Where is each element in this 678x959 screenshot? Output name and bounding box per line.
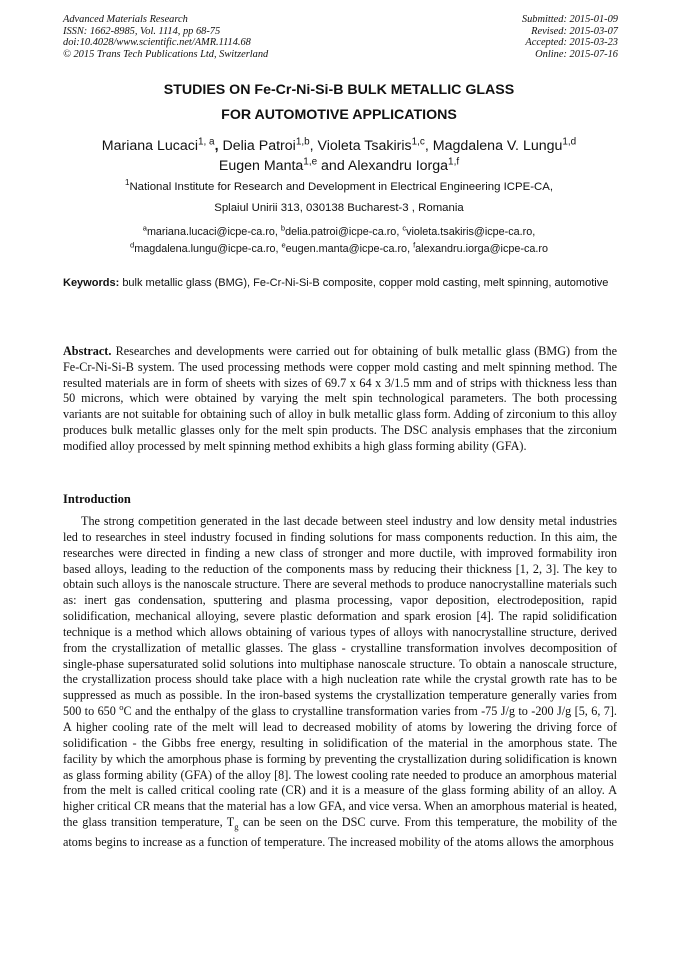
- email-mark: f: [413, 240, 416, 250]
- email-list: [40, 224, 638, 258]
- author-separator: ,: [214, 138, 223, 154]
- author-affiliation-mark: 1,e: [303, 156, 318, 168]
- email-address: mariana.lucaci@icpe-ca.ro: [146, 226, 275, 238]
- keywords-label: Keywords:: [63, 277, 120, 289]
- author-affiliation-mark: 1,d: [562, 136, 577, 148]
- accepted-date: Accepted: 2015-03-23: [525, 37, 618, 49]
- author-name: Violeta Tsakiris: [317, 138, 412, 154]
- journal-doi: doi:10.4028/www.scientific.net/AMR.1114.68: [63, 37, 251, 49]
- author-separator: ,: [424, 138, 433, 154]
- section-heading-introduction: Introduction: [63, 492, 131, 506]
- email-mark: b: [280, 223, 286, 233]
- email-mark: a: [142, 223, 147, 233]
- author-affiliation-mark: 1, a: [198, 136, 215, 148]
- affiliation-institution: National Institute for Research and Development in Electrical Engineering ICPE-CA,: [129, 181, 553, 193]
- author-affiliation-mark: 1,b: [295, 136, 310, 148]
- author-separator: ,: [309, 138, 318, 154]
- submission-dates: [522, 14, 618, 60]
- affiliation-address: Splaiul Unirii 313, 030138 Bucharest-3 , Romania: [214, 202, 464, 214]
- abstract-text: Researches and developments were carried out for obtaining of bulk metallic glass (BMG) from the Fe-Cr-Ni-Si-B system. The used processing methods were copper mold casting and melt spinning method. The resulted materials are in form of sheets with sizes of 69.7 x 64 x 3/1.5 mm and of strips with thickness less than 50 microns, which were obtained by varying the melt spin technological parameters. The both processing variants are not suitable for obtaining such of alloy in bulk metallic glass form. Adding of zirconium to this alloy produces bulk metallic glasses only for the melt spin products. The DSC analysis emphases that the zirconium modified alloy processed by melt spinning method exhibits a high glass forming ability (GFA).: [63, 344, 618, 453]
- email-mark: c: [402, 223, 407, 233]
- email-mark: e: [281, 240, 286, 250]
- paragraph-text: C and the enthalpy of the glass to crystalline transformation varies from -75 J/g to -200 J/g [5, 6, 7]. A higher cooling rate of the melt will lead to decreased mobility of atoms by lowering the driving force of solidification - the Gibbs free energy, resulting in solidification of the material in the amorphous state. The facility by which the amorphous phase is forming by preventing the crystallization during solidification is known as glass forming ability (GFA) of the alloy [8]. The lowest cooling rate needed to produce an amorphous material from the melt is called critical cooling rate (CR) and it is a measure of the glass forming ability of an alloy. A higher critical CR means that the material has a low GFA, and vice versa. When an amorphous material is heated, the glass transition temperature, T: [63, 704, 617, 830]
- author-name: Mariana Lucaci: [101, 138, 199, 154]
- paragraph-text: The strong competition generated in the last decade between steel industry and low density metal industries led to researches in steel industry focused in finding solutions for mass components reduction. In this aim, the researches were directed in finding a new class of stronger and more ductile, with improved formability iron based alloys, leading to the reduction of the components mass by reducing their thickness [1, 2, 3]. The key to obtain such alloys is the nanoscale structure. There are several methods to produce nanocrystalline materials such as: inert gas condensation, sputtering and plasma processing, vapor deposition, electrodeposition, rapid solidification, mechanical alloying, severe plastic deformation and spark erosion [4]. The rapid solidification technique is a method which allows obtaining of various types of alloys with nanocrystalline structure, derived from the crystallization of metallic glasses. The glass - crystalline transformation involves decomposition of single-phase supersaturated solid solutions into multiphase nanoscale structure. To obtain a nanoscale structure, the crystallization process should take place with a high nucleation rate while the crystal growth rate has to be suppressed as much as possible. In the iron-based systems the crystallization temperature generally varies from 500 to 650: [63, 514, 617, 719]
- author-affiliation-mark: 1,c: [411, 136, 425, 148]
- subscript-g: g: [234, 821, 239, 832]
- author-name: Alexandru Iorga: [347, 158, 449, 174]
- degree-mark: o: [119, 702, 124, 713]
- affiliation: [40, 178, 638, 214]
- email-line-1: $^a$mariana.lucaci@icpe-ca.ro, $^b$delia.patroi@icpe-ca.ro, $^c$violeta.tsakiris@icpe-ca.ro,: [142, 223, 536, 238]
- journal-name: Advanced Materials Research: [63, 14, 188, 25]
- journal-issn: ISSN: 1662-8985, Vol. 1114, pp 68-75: [63, 25, 221, 37]
- introduction-paragraph: [63, 514, 617, 851]
- author-name: Delia Patroi: [222, 138, 296, 154]
- abstract-label: Abstract.: [63, 344, 112, 358]
- paper-title-line-2: FOR AUTOMOTIVE APPLICATIONS: [221, 107, 457, 123]
- author-separator: and: [317, 158, 348, 174]
- email-address: eugen.manta@icpe-ca.ro: [285, 243, 408, 255]
- email-address: alexandru.iorga@icpe-ca.ro: [415, 243, 548, 255]
- online-date: Online: 2015-07-16: [535, 48, 618, 60]
- author-name: Eugen Manta: [218, 158, 304, 174]
- email-address: delia.patroi@icpe-ca.ro: [285, 226, 397, 238]
- submitted-date: Submitted: 2015-01-09: [521, 14, 618, 25]
- affiliation-line-1: [40, 178, 638, 193]
- journal-info: [63, 14, 268, 60]
- paper-title-line-1: STUDIES ON Fe-Cr-Ni-Si-B BULK METALLIC GLASS: [163, 82, 515, 98]
- author-affiliation-mark: 1,f: [448, 156, 460, 168]
- author-name: Magdalena V. Lungu: [432, 138, 563, 154]
- email-line-2: $^d$magdalena.lungu@icpe-ca.ro, $^e$eugen.manta@icpe-ca.ro, $^f$alexandru.iorga@icpe-ca.ro: [130, 240, 548, 255]
- journal-copyright: © 2015 Trans Tech Publications Ltd, Switzerland: [63, 48, 269, 60]
- author-line-1: [40, 136, 638, 156]
- affiliation-mark: 1: [125, 178, 130, 188]
- email-address: violeta.tsakiris@icpe-ca.ro: [406, 226, 533, 238]
- revised-date: Revised: 2015-03-07: [531, 25, 618, 37]
- abstract: [63, 344, 617, 455]
- keywords: [63, 276, 617, 292]
- email-address: magdalena.lungu@icpe-ca.ro: [134, 243, 276, 255]
- paragraph-text: can be seen on the DSC curve. From this temperature, the mobility of the atoms begins to increase as a function of temperature. The increased mobility of the atoms allows the amorphous: [63, 815, 617, 850]
- author-line-2: [40, 156, 638, 176]
- keywords-text: bulk metallic glass (BMG), Fe-Cr-Ni-Si-B composite, copper mold casting, melt spinning, automotive: [122, 277, 609, 289]
- author-list: [40, 136, 638, 176]
- email-mark: d: [130, 240, 135, 250]
